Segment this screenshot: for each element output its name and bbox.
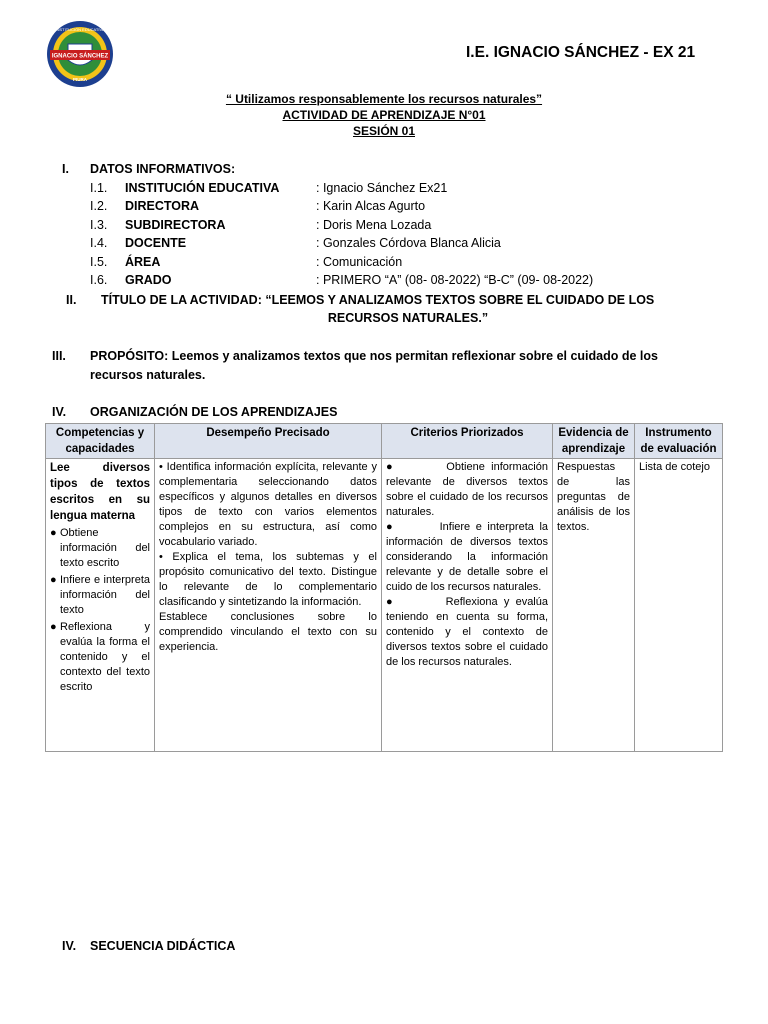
section4-title: ORGANIZACIÓN DE LOS APRENDIZAJES bbox=[90, 405, 338, 419]
section3-purpose-line2: recursos naturales. bbox=[90, 368, 206, 382]
info-row-value: : Karin Alcas Agurto bbox=[316, 199, 426, 213]
instrument-text: Lista de cotejo bbox=[639, 461, 710, 473]
section5-title: SECUENCIA DIDÁCTICA bbox=[90, 939, 236, 953]
header-criterios: Criterios Priorizados bbox=[382, 424, 553, 459]
performance-text: • Explica el tema, los subtemas y el propósito comunicativo del texto. Distingue lo relevante de lo complementario clasificando y sintetizando la información. bbox=[159, 551, 377, 608]
info-row-number: I.3. bbox=[90, 218, 108, 232]
info-row-value: : Ignacio Sánchez Ex21 bbox=[316, 181, 448, 195]
school-logo bbox=[46, 20, 114, 88]
info-row-number: I.2. bbox=[90, 199, 108, 213]
section3-purpose-line1: PROPÓSITO: Leemos y analizamos textos que nos permitan reflexionar sobre el cuidado de los bbox=[90, 349, 658, 363]
evidence-text: Respuestas de las preguntas de análisis de los textos. bbox=[557, 461, 630, 533]
competency-cell bbox=[46, 459, 155, 752]
capacity-text: Reflexiona y evalúa la forma el contenido y el contexto del texto escrito bbox=[60, 621, 150, 693]
info-row-value: : PRIMERO “A” (08- 08-2022) “B-C” (09- 08-2022) bbox=[316, 273, 594, 287]
school-title: I.E. IGNACIO SÁNCHEZ - EX 21 bbox=[466, 44, 696, 61]
performance-text: • Identifica información explícita, relevante y complementaria seleccionando datos específicos y algunos detalles en diversos tipos de texto con varios elementos complejos en su estructura, así como vocabulario variado. bbox=[159, 461, 377, 548]
logo-banner-text: IGNACIO SÁNCHEZ bbox=[51, 53, 109, 60]
criteria-text: ● Obtiene información relevante de diversos textos sobre el cuidado de los recursos naturales. bbox=[386, 461, 558, 518]
capacity-text: Infiere e interpreta información del texto bbox=[60, 574, 150, 616]
capacity-text: Obtiene información del texto escrito bbox=[60, 527, 150, 569]
logo-bottom-text: PIURA bbox=[72, 77, 88, 82]
section4-number: IV. bbox=[52, 405, 67, 419]
table-row bbox=[46, 459, 723, 752]
section2-number: II. bbox=[66, 293, 77, 307]
info-row-value: : Doris Mena Lozada bbox=[316, 218, 432, 232]
criteria-text: ● Infiere e interpreta la información de diversos textos considerando la información relevante y de detalle sobre el cuido de los recursos naturales. bbox=[386, 521, 552, 593]
section2-title-line2: RECURSOS NATURALES.” bbox=[327, 311, 489, 325]
info-row-key: INSTITUCIÓN EDUCATIVA bbox=[125, 181, 280, 195]
info-row-number: I.4. bbox=[90, 236, 108, 250]
section1-number: I. bbox=[62, 162, 69, 176]
learning-organization-table bbox=[45, 423, 723, 752]
header-competencias: Competencias y capacidades bbox=[46, 424, 155, 459]
info-row-key: GRADO bbox=[125, 273, 172, 287]
info-row-value: : Gonzales Córdova Blanca Alicia bbox=[316, 236, 501, 250]
header-evidencia: Evidencia de aprendizaje bbox=[553, 424, 635, 459]
activity-title: ACTIVIDAD DE APRENDIZAJE N°01 bbox=[282, 108, 486, 122]
info-row-key: DIRECTORA bbox=[125, 199, 200, 213]
header-desempeno: Desempeño Precisado bbox=[155, 424, 382, 459]
criteria-cell bbox=[382, 459, 558, 752]
info-row-number: I.5. bbox=[90, 255, 108, 269]
criteria-text: ● Reflexiona y evalúa teniendo en cuenta su forma, contenido y el contexto de diversos textos sobre el cuidado de los recursos naturales. bbox=[386, 596, 552, 668]
info-row-key: DOCENTE bbox=[125, 236, 187, 250]
capacity-item: ● Infiere e interpreta información del texto bbox=[50, 574, 150, 616]
evidence-cell bbox=[553, 459, 635, 752]
performance-cell bbox=[155, 459, 382, 752]
section1-title: DATOS INFORMATIVOS: bbox=[90, 162, 236, 176]
capacity-item: ● Reflexiona y evalúa la forma el contenido y el contexto del texto escrito bbox=[50, 621, 150, 693]
capacity-item: ● Obtiene información del texto escrito bbox=[50, 527, 150, 569]
session-title: SESIÓN 01 bbox=[352, 124, 416, 138]
table-header-row bbox=[46, 424, 723, 459]
info-row-number: I.1. bbox=[90, 181, 108, 195]
header-instrumento: Instrumento de evaluación bbox=[635, 424, 723, 459]
performance-text: Establece conclusiones sobre lo comprendido vinculando el texto con su experiencia. bbox=[159, 611, 377, 653]
instrument-cell bbox=[635, 459, 723, 752]
info-row-key: SUBDIRECTORA bbox=[125, 218, 226, 232]
competency-title: Lee diversos tipos de textos escritos en su lengua materna bbox=[50, 462, 150, 522]
logo-top-text: INSTITUCIÓN EDUCATIVA bbox=[55, 27, 105, 32]
quote-title: “ Utilizamos responsablemente los recursos naturales” bbox=[225, 92, 543, 106]
section2-title-line1: TÍTULO DE LA ACTIVIDAD: “LEEMOS Y ANALIZAMOS TEXTOS SOBRE EL CUIDADO DE LOS bbox=[101, 293, 655, 307]
section5-number: IV. bbox=[62, 939, 77, 953]
info-row-key: ÁREA bbox=[125, 255, 161, 269]
info-row-value: : Comunicación bbox=[316, 255, 403, 269]
info-row-number: I.6. bbox=[90, 273, 108, 287]
section3-number: III. bbox=[52, 349, 66, 363]
